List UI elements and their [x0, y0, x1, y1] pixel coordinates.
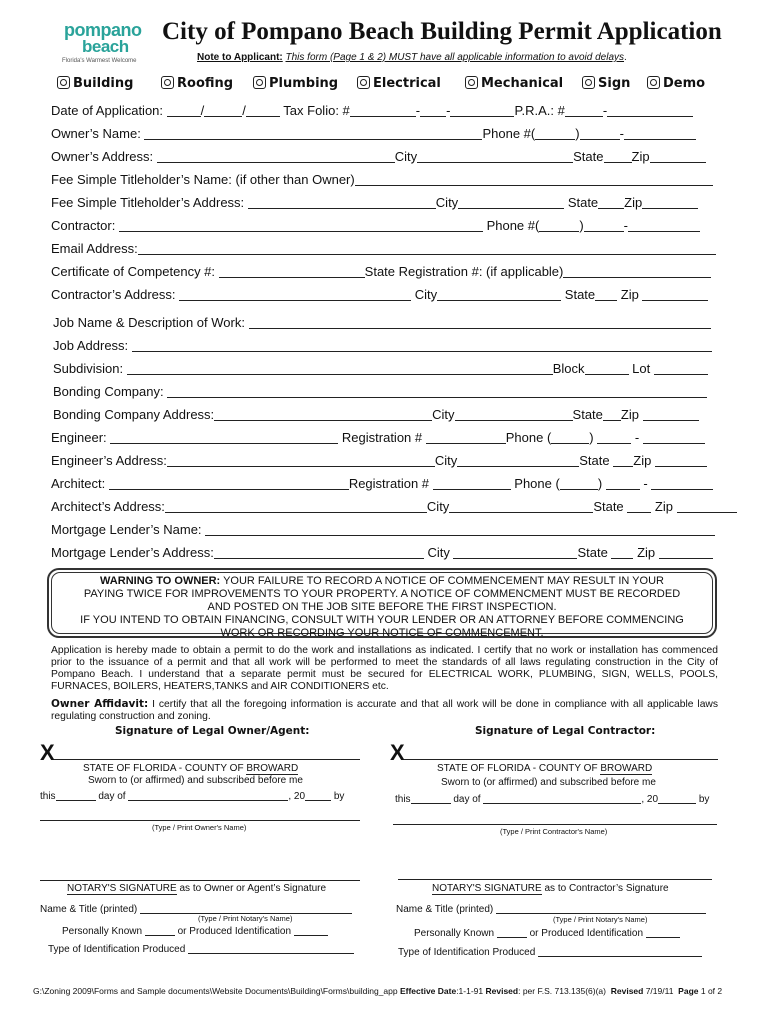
fee-simple-city-field[interactable]	[458, 196, 564, 209]
label: or Produced Identification	[177, 926, 292, 937]
label: State	[573, 149, 604, 164]
footer-revised2-label: Revised	[610, 986, 644, 996]
label: City	[434, 453, 458, 468]
owner-signature-line[interactable]	[54, 759, 360, 760]
label: State Registration #: (if applicable)	[364, 264, 564, 279]
contractor-notary-print-caption: (Type / Print Notary’s Name)	[553, 915, 648, 924]
label: Phone #(	[486, 218, 540, 233]
contractor-zip-field[interactable]	[642, 288, 708, 301]
architect-zip-field[interactable]	[677, 500, 737, 513]
contractor-notary-name-field[interactable]	[496, 903, 706, 914]
certificate-field[interactable]	[219, 265, 365, 278]
mortgage-state-field[interactable]	[611, 546, 633, 559]
footer-revised2: 7/19/11	[643, 986, 674, 996]
contractor-signature-line[interactable]	[404, 759, 718, 760]
footer-page-label: Page	[678, 986, 699, 996]
mortgage-zip-field[interactable]	[659, 546, 713, 559]
label: Registration #	[341, 430, 423, 445]
architect-phone-area-field[interactable]	[560, 477, 598, 490]
tax-folio-field[interactable]	[350, 104, 416, 117]
state-county-text: STATE OF FLORIDA - COUNTY OF	[83, 763, 244, 774]
owner-notary-signature-line[interactable]	[40, 880, 360, 881]
label: Contractor:	[51, 218, 116, 233]
label: Architect’s Address:	[51, 499, 165, 514]
checkbox-icon	[57, 76, 70, 89]
label: Tax Folio: #	[283, 103, 350, 118]
phone-field-2[interactable]	[624, 127, 696, 140]
label: City	[414, 287, 438, 302]
contractor-x-mark: X	[390, 740, 405, 765]
warning-line: IF YOU INTEND TO OBTAIN FINANCING, CONSULT WITH YOUR LENDER OR AN ATTORNEY BEFORE COMMENCING	[80, 614, 684, 626]
checkbox-roofing[interactable]	[161, 76, 233, 91]
fee-simple-zip-field[interactable]	[642, 196, 698, 209]
architect-phone-field-2[interactable]	[651, 477, 713, 490]
row-bonding-company	[53, 384, 707, 399]
label: day of	[98, 791, 126, 802]
label: Zip	[624, 195, 643, 210]
owner-state-county	[83, 763, 298, 774]
row-job-address	[53, 338, 712, 353]
footer-effective-label: Effective Date	[399, 986, 457, 996]
bonding-state-field[interactable]	[603, 408, 621, 421]
architect-phone-field[interactable]	[606, 477, 640, 490]
contractor-print-name-line[interactable]	[393, 824, 717, 825]
date-day-field[interactable]	[204, 104, 242, 117]
bonding-zip-field[interactable]	[643, 408, 699, 421]
checkbox-sign[interactable]	[582, 76, 630, 91]
label: Owner’s Address:	[51, 149, 154, 164]
warning-line: YOUR FAILURE TO RECORD A NOTICE OF COMMENCEMENT MAY RESULT IN YOUR	[220, 575, 664, 587]
row-owner-name: Owner’s Name: Phone #( ) -	[51, 126, 696, 141]
label: Zip	[633, 453, 652, 468]
contractor-state-field[interactable]	[595, 288, 617, 301]
row-certificate	[51, 264, 711, 279]
row-fee-simple-address	[51, 195, 698, 210]
checkbox-icon	[647, 76, 660, 89]
label: Bonding Company:	[53, 384, 164, 399]
label: Engineer’s Address:	[51, 453, 167, 468]
owner-state-field[interactable]	[604, 150, 632, 163]
owner-signature-heading: Signature of Legal Owner/Agent:	[115, 725, 310, 737]
owner-x-mark: X	[40, 740, 55, 765]
label: Phone #(	[482, 126, 536, 141]
contractor-city-field[interactable]	[437, 288, 561, 301]
bonding-company-field[interactable]	[167, 385, 707, 398]
label: Date of Application:	[51, 103, 164, 118]
row-job-name	[53, 315, 711, 330]
logo-text-beach: beach	[82, 37, 129, 56]
contractor-id-type-field[interactable]	[538, 946, 702, 957]
owner-city-field[interactable]	[417, 150, 573, 163]
contractor-notary-signature-line[interactable]	[398, 879, 712, 880]
job-address-field[interactable]	[132, 339, 712, 352]
label: as to Owner or Agent’s Signature	[176, 883, 327, 894]
note-to-applicant	[197, 52, 627, 63]
contractor-personally-known	[414, 927, 680, 939]
mortgage-city-field[interactable]	[453, 546, 577, 559]
engineer-phone-field[interactable]	[597, 431, 631, 444]
warning-line: PAYING TWICE FOR IMPROVEMENTS TO YOUR PROPERTY. A NOTICE OF COMMENCMENT MUST BE RECORDED	[83, 588, 681, 600]
checkbox-label: Building	[73, 76, 134, 91]
label: Mortgage Lender’s Address:	[51, 545, 214, 560]
permit-type-group	[57, 76, 737, 94]
page-title: City of Pompano Beach Building Permit Application	[162, 18, 722, 45]
checkbox-demo[interactable]	[647, 76, 705, 91]
label: Zip	[620, 287, 639, 302]
architect-field[interactable]	[109, 477, 349, 490]
label: Type of Identification Produced	[398, 947, 536, 958]
label: State	[564, 287, 596, 302]
label: State	[567, 195, 599, 210]
checkbox-label: Roofing	[177, 76, 234, 91]
owner-personally-known	[62, 925, 328, 937]
checkbox-label: Demo	[663, 76, 706, 91]
label: this	[40, 791, 56, 802]
label: Fee Simple Titleholder’s Name: (if other than Owner)	[51, 172, 355, 187]
application-statement: Application is hereby made to obtain a permit to do the work and installations as indicated. I certify that no work or installation has commenced prior to the issuance of a permit and that all work will be performed to meet the standards of all laws regulating construction in the City of Pompano Beach. I understand that a separate permit must be secured for ELECTRICAL WORK, PLUMBING, SIGN, WELLS, POOLS, FURNACES, BOILERS, HEATERS,TANKS and AIR CONDITIONERS etc.	[51, 645, 718, 692]
checkbox-electrical[interactable]	[357, 76, 441, 91]
logo-text-pompano: pompano	[64, 20, 142, 40]
contractor-date-line	[395, 793, 709, 805]
contractor-notary-caption	[432, 883, 669, 894]
owner-print-caption: (Type / Print Owner's Name)	[152, 823, 247, 832]
label: Certificate of Competency #:	[51, 264, 216, 279]
label: State	[572, 407, 603, 422]
label: Phone (	[514, 476, 560, 491]
lot-field[interactable]	[654, 362, 708, 375]
block-field[interactable]	[585, 362, 629, 375]
warning-label: WARNING TO OWNER:	[100, 575, 221, 587]
tax-folio-field-2[interactable]	[420, 104, 446, 117]
label: Architect:	[51, 476, 106, 491]
contractor-phone-area-field[interactable]	[539, 219, 579, 232]
checkbox-label: Electrical	[373, 76, 441, 91]
contractor-notary-name	[396, 903, 706, 915]
pra-field-2[interactable]	[607, 104, 693, 117]
label: Mortgage Lender’s Name:	[51, 522, 202, 537]
label: Zip	[637, 545, 656, 560]
owner-month-field[interactable]	[128, 790, 288, 801]
row-bonding-address	[53, 407, 699, 422]
affidavit-label: Owner Affidavit:	[51, 698, 149, 710]
label: Name & Title (printed)	[40, 904, 138, 915]
row-date: Date of Application: / / Tax Folio: # - - P.R.A.: # -	[51, 103, 693, 118]
checkbox-building[interactable]	[57, 76, 133, 91]
label: City	[427, 545, 450, 560]
warning-box	[47, 568, 717, 638]
label: by	[698, 794, 710, 805]
label: Phone (	[505, 430, 552, 445]
checkbox-label: Plumbing	[269, 76, 339, 91]
owner-known-field[interactable]	[145, 925, 175, 936]
owner-zip-field[interactable]	[650, 150, 706, 163]
engineer-address-field[interactable]	[167, 454, 435, 467]
contractor-field[interactable]	[119, 219, 483, 232]
row-mortgage-name	[51, 522, 715, 537]
checkbox-plumbing[interactable]	[253, 76, 338, 91]
contractor-print-caption: (Type / Print Contractor's Name)	[500, 827, 608, 836]
contractor-day-field[interactable]	[411, 793, 451, 804]
engineer-phone-field-2[interactable]	[643, 431, 705, 444]
contractor-phone-field[interactable]	[584, 219, 624, 232]
engineer-field[interactable]	[110, 431, 338, 444]
row-architect-address	[51, 499, 737, 514]
row-architect: Architect: Registration # Phone ( ) -	[51, 476, 713, 491]
phone-field[interactable]	[580, 127, 620, 140]
engineer-registration-field[interactable]	[426, 431, 506, 444]
label: Owner’s Name:	[51, 126, 141, 141]
logo-tagline: Florida's Warmest Welcome	[62, 58, 137, 64]
contractor-id-type	[398, 946, 702, 958]
contractor-signature-heading: Signature of Legal Contractor:	[475, 725, 656, 737]
label: State	[593, 499, 624, 514]
label: or Produced Identification	[529, 928, 644, 939]
label: Lot	[632, 361, 651, 376]
checkbox-icon	[253, 76, 266, 89]
label: Email Address:	[51, 241, 138, 256]
fee-simple-name-field[interactable]	[355, 173, 713, 186]
label: Fee Simple Titleholder’s Address:	[51, 195, 245, 210]
label: Name & Title (printed)	[396, 904, 494, 915]
mortgage-name-field[interactable]	[205, 523, 715, 536]
contractor-sworn: Sworn to (or affirmed) and subscribed before me	[441, 777, 656, 788]
row-engineer-address	[51, 453, 707, 468]
row-owner-address	[51, 149, 706, 164]
subdivision-field[interactable]	[127, 362, 553, 375]
label: Engineer:	[51, 430, 107, 445]
footer	[33, 986, 722, 996]
label: Type of Identification Produced	[48, 944, 186, 955]
label: State	[577, 545, 608, 560]
label: as to Contractor’s Signature	[541, 883, 669, 894]
owner-id-type-field[interactable]	[188, 943, 354, 954]
label: Job Name & Description of Work:	[53, 315, 245, 330]
owner-sworn: Sworn to (or affirmed) and subscribed before me	[88, 775, 303, 786]
row-email	[51, 241, 716, 256]
label: Personally Known	[62, 926, 143, 937]
footer-effective: :1-1-91	[456, 986, 484, 996]
label: Bonding Company Address:	[53, 407, 215, 422]
fee-simple-address-field[interactable]	[248, 196, 436, 209]
label: Zip	[620, 407, 639, 422]
bonding-city-field[interactable]	[455, 408, 573, 421]
label: City	[426, 499, 450, 514]
owner-date-line	[40, 790, 344, 802]
label: Zip	[631, 149, 650, 164]
owner-day-field[interactable]	[56, 790, 96, 801]
label: Zip	[654, 499, 673, 514]
label: NOTARY'S SIGNATURE	[67, 883, 177, 894]
label: Subdivision:	[53, 361, 124, 376]
label: this	[395, 794, 411, 805]
mortgage-address-field[interactable]	[214, 546, 424, 559]
contractor-year-field[interactable]	[658, 793, 696, 804]
contractor-month-field[interactable]	[483, 793, 641, 804]
contractor-known-field[interactable]	[497, 927, 527, 938]
note-end: .	[624, 52, 627, 63]
footer-revised-label: Revised	[485, 986, 519, 996]
label: by	[333, 791, 345, 802]
footer-revised: : per F.S. 713.135(6)(a)	[518, 986, 606, 996]
phone-area-field[interactable]	[535, 127, 575, 140]
row-subdivision	[53, 361, 708, 376]
label: , 20	[641, 794, 659, 805]
row-mortgage-address	[51, 545, 713, 560]
architect-address-field[interactable]	[165, 500, 427, 513]
tax-folio-field-3[interactable]	[450, 104, 514, 117]
state-registration-field[interactable]	[563, 265, 711, 278]
row-contractor: Contractor: Phone #( ) -	[51, 218, 700, 233]
label: Registration #	[348, 476, 430, 491]
label: day of	[453, 794, 481, 805]
owner-id-type	[48, 943, 354, 955]
job-name-field[interactable]	[249, 316, 711, 329]
city-logo	[56, 14, 146, 70]
county-name: BROWARD	[246, 763, 299, 774]
row-engineer: Engineer: Registration # Phone ( ) -	[51, 430, 705, 445]
checkbox-icon	[582, 76, 595, 89]
note-label: Note to Applicant:	[197, 52, 283, 63]
pra-field[interactable]	[565, 104, 603, 117]
footer-page: 1 of 2	[698, 986, 723, 996]
checkbox-icon	[161, 76, 174, 89]
architect-city-field[interactable]	[449, 500, 593, 513]
warning-line: WORK OR RECORDING YOUR NOTICE OF COMMENCEMENT.	[220, 627, 544, 639]
row-contractor-address	[51, 287, 708, 302]
label: State	[579, 453, 610, 468]
footer-path: G:\Zoning 2009\Forms and Sample documents\Website Documents\Building\Forms\building_app	[33, 986, 398, 996]
owner-notary-caption	[67, 883, 326, 894]
warning-line: AND POSTED ON THE JOB SITE BEFORE THE FIRST INSPECTION.	[207, 601, 557, 613]
label: , 20	[288, 791, 306, 802]
checkbox-label: Sign	[598, 76, 631, 91]
contractor-produced-field[interactable]	[646, 927, 680, 938]
fee-simple-state-field[interactable]	[598, 196, 624, 209]
email-field[interactable]	[138, 242, 716, 255]
label: P.R.A.: #	[514, 103, 565, 118]
checkbox-label: Mechanical	[481, 76, 564, 91]
contractor-address-field[interactable]	[179, 288, 411, 301]
county-name: BROWARD	[600, 763, 653, 774]
note-text: This form (Page 1 & 2) MUST have all applicable information to avoid delays	[285, 52, 625, 63]
label: Contractor’s Address:	[51, 287, 176, 302]
row-fee-simple-name	[51, 172, 713, 187]
bonding-address-field[interactable]	[214, 408, 432, 421]
label: Personally Known	[414, 928, 495, 939]
engineer-zip-field[interactable]	[655, 454, 707, 467]
checkbox-icon	[357, 76, 370, 89]
owner-produced-field[interactable]	[294, 925, 328, 936]
label: Block	[552, 361, 585, 376]
label: City	[394, 149, 418, 164]
date-year-field[interactable]	[246, 104, 280, 117]
label: NOTARY'S SIGNATURE	[432, 883, 542, 894]
owner-print-name-line[interactable]	[40, 820, 360, 821]
owner-notary-name-field[interactable]	[140, 903, 352, 914]
owner-notary-print-caption: (Type / Print Notary’s Name)	[198, 914, 293, 923]
architect-state-field[interactable]	[627, 500, 651, 513]
checkbox-mechanical[interactable]	[465, 76, 563, 91]
date-month-field[interactable]	[167, 104, 201, 117]
checkbox-icon	[465, 76, 478, 89]
label: Job Address:	[53, 338, 129, 353]
architect-registration-field[interactable]	[433, 477, 511, 490]
contractor-phone-field-2[interactable]	[628, 219, 700, 232]
engineer-phone-area-field[interactable]	[551, 431, 589, 444]
owner-year-field[interactable]	[305, 790, 331, 801]
warning-text	[49, 575, 715, 640]
affidavit-text: I certify that all the foregoing information is accurate and that all work will be done in compliance with all applicable laws regulating construction and zoning.	[51, 699, 719, 722]
label: City	[435, 195, 459, 210]
state-county-text: STATE OF FLORIDA - COUNTY OF	[437, 763, 598, 774]
label: City	[432, 407, 455, 422]
owner-affidavit	[51, 698, 718, 723]
owner-notary-name	[40, 903, 352, 915]
owner-name-field[interactable]	[144, 127, 482, 140]
engineer-state-field[interactable]	[613, 454, 633, 467]
engineer-city-field[interactable]	[457, 454, 579, 467]
owner-address-field[interactable]	[157, 150, 395, 163]
contractor-state-county	[437, 763, 652, 774]
